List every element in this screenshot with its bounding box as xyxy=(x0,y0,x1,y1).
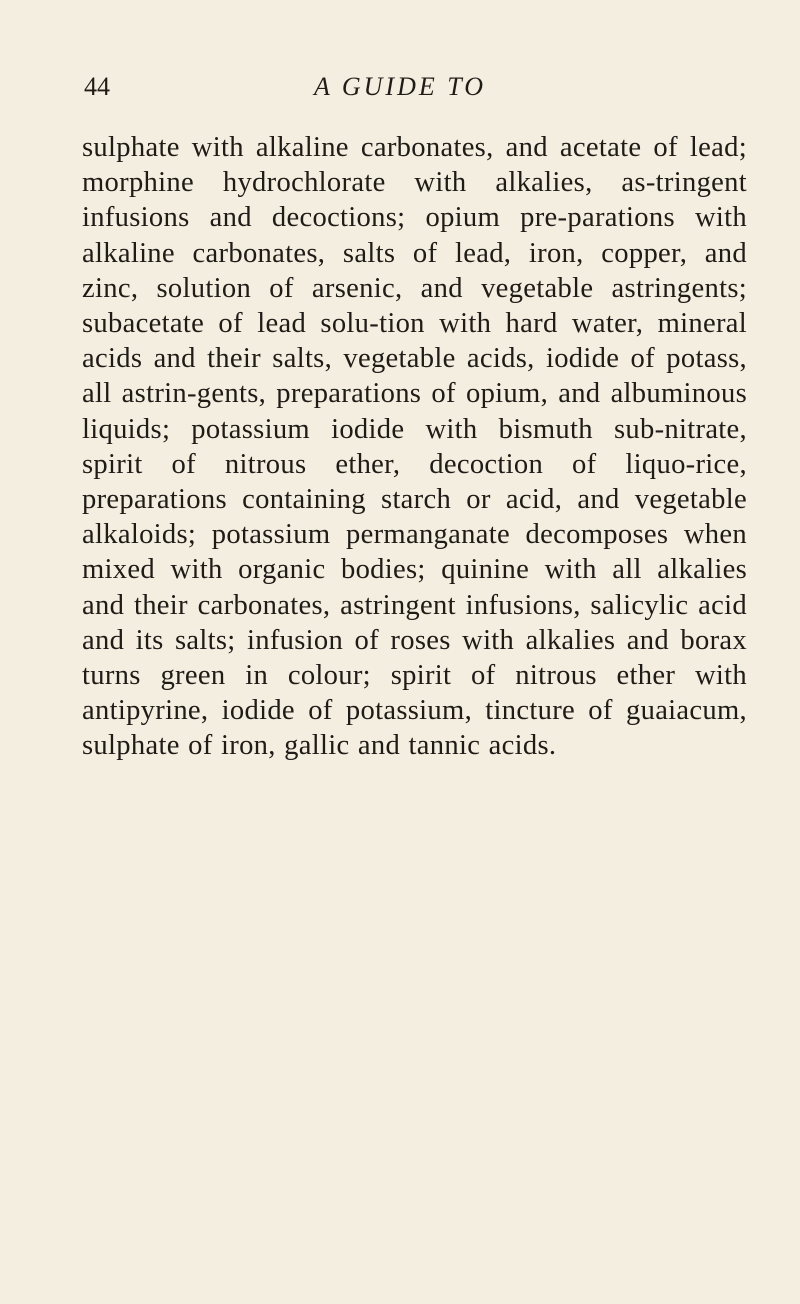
page-header xyxy=(0,72,800,112)
page-number: 44 xyxy=(84,72,110,101)
running-title: A GUIDE TO xyxy=(313,72,487,101)
body-paragraph: sulphate with alkaline carbonates, and acetate of lead; morphine hydrochlorate with alkalies, as-tringent infusions and decoctions; opium pre-parations with alkaline carbonates, salts of lead, iron, copper, and zinc, solution of arsenic, and vegetable astringents; subacetate of lead solu-tion with hard water, mineral acids and their salts, vegetable acids, iodide of potass, all astrin-gents, preparations of opium, and albuminous liquids; potassium iodide with bismuth sub-nitrate, spirit of nitrous ether, decoction of liquo-rice, preparations containing starch or acid, and vegetable alkaloids; potassium permanganate decomposes when mixed with organic bodies; quinine with all alkalies and their carbonates, astringent infusions, salicylic acid and its salts; infusion of roses with alkalies and borax turns green in colour; spirit of nitrous ether with antipyrine, iodide of potassium, tincture of guaiacum, sulphate of iron, gallic and tannic acids. xyxy=(82,132,747,762)
